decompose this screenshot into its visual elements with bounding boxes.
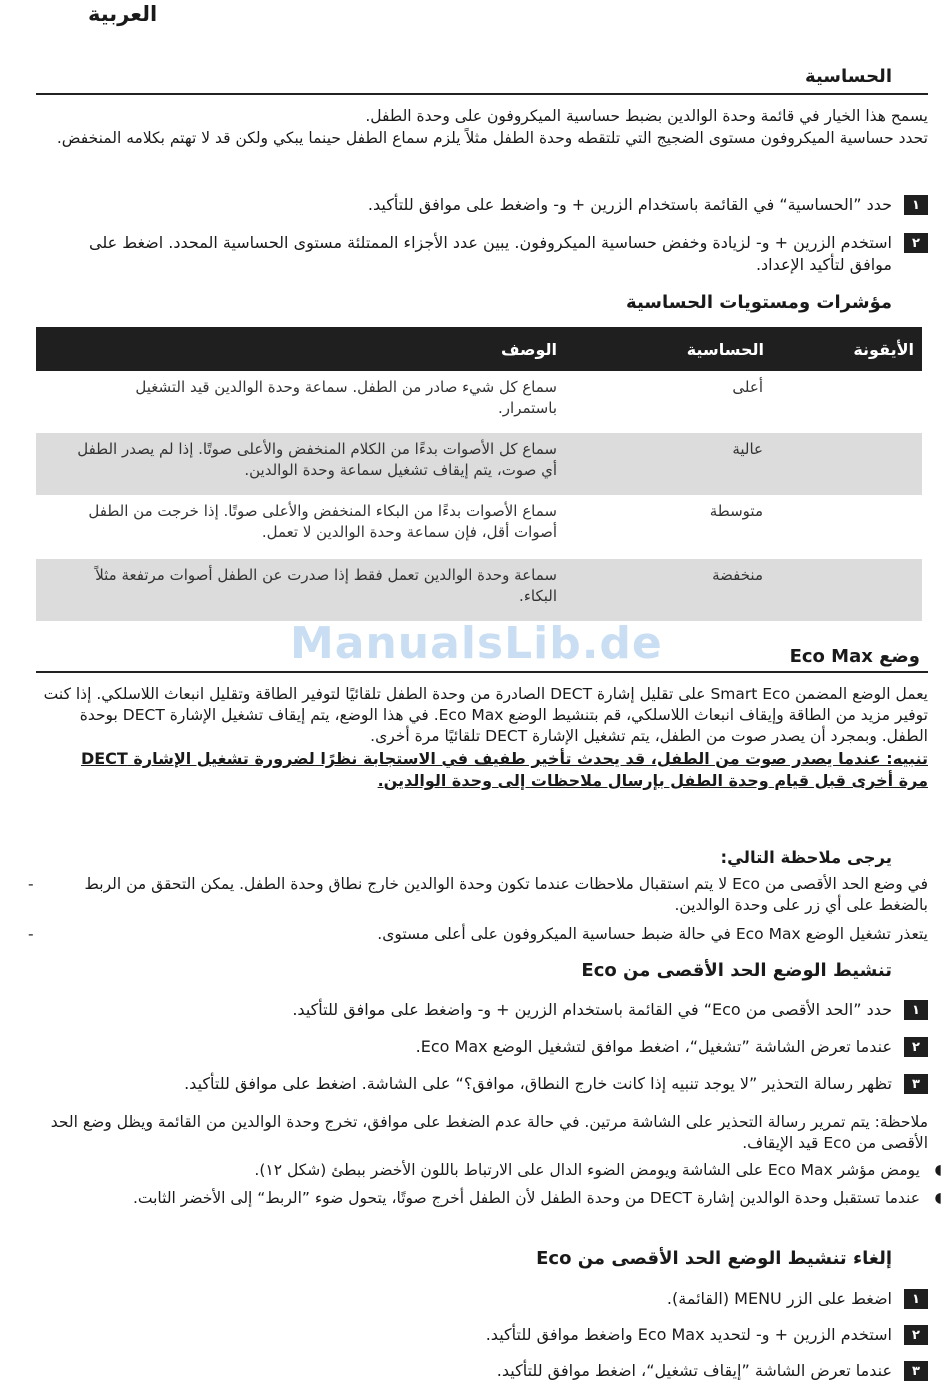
row-description: سماع كل شيء صادر من الطفل. سماعة وحدة الوالدين قيد التشغيل باستمرار. [135, 378, 557, 417]
step-number: ٢ [904, 1037, 928, 1057]
row-description: سماع كل الأصوات بدءًا من الكلام المنخفض والأعلى صوتًا. إذا لم يصدر الطفل أي صوت، يتم إيقاف تشغيل سماعة وحدة الوالدين. [77, 440, 557, 479]
table-header [36, 327, 922, 371]
sensitivity-table [36, 327, 922, 621]
step-number: ٢ [904, 233, 928, 253]
note-text: في وضع الحد الأقصى من Eco لا يتم استقبال ملاحظات عندما تكون وحدة الوالدين خارج نطاق وحدة الطفل. يمكن التحقق من الربط بالضغط على أي زر على وحدة الوالدين. [84, 875, 928, 914]
row-level: عالية [732, 440, 763, 458]
note-item [28, 874, 928, 916]
bullet-text: يومض مؤشر Eco Max على الشاشة ويومض الضوء الدال على الارتباط باللون الأخضر ببطئ (شكل ١٢). [254, 1161, 920, 1179]
step-number: ١ [904, 195, 928, 215]
levels-title: مؤشرات ومستويات الحساسية [626, 292, 892, 313]
activate-step-2 [60, 1036, 928, 1058]
note-dash: - [28, 875, 34, 893]
row-description: سماع الأصوات بدءًا من البكاء المنخفض والأعلى صوتًا. إذا خرجت من الطفل أصوات أقل، فإن سماعة وحدة الوالدين لا تعمل. [88, 502, 557, 541]
sensitivity-step-1 [60, 194, 928, 216]
deactivate-step-3 [60, 1360, 928, 1382]
header-sensitivity: الحساسية [686, 339, 764, 359]
table-row [36, 559, 922, 621]
step-text: عندما تعرض الشاشة ”إيقاف تشغيل“، اضغط موافق للتأكيد. [496, 1361, 892, 1380]
step-text: اضغط على الزر MENU (القائمة). [666, 1289, 892, 1308]
eco-max-title: وضع Eco Max [789, 646, 920, 667]
row-icon [764, 559, 922, 621]
sensitivity-step-2 [60, 232, 928, 276]
bullet-item [40, 1160, 942, 1181]
bullet-item [40, 1188, 942, 1209]
language-header: العربية [88, 2, 158, 26]
step-number: ٢ [904, 1325, 928, 1345]
row-level: متوسطة [709, 502, 763, 520]
step-text: حدد ”الحد الأقصى من Eco“ في القائمة باستخدام الزرين + و- واضغط على موافق للتأكيد. [292, 1000, 892, 1019]
section-divider [36, 671, 928, 673]
table-row [36, 433, 922, 495]
row-icon [764, 433, 922, 495]
bullet-text: عندما تستقبل وحدة الوالدين إشارة DECT من وحدة الطفل لأن الطفل أخرج صوتًا، يتحول ضوء ”الربط“ إلى الأخضر الثابت. [132, 1189, 920, 1207]
section-divider [36, 93, 928, 95]
eco-max-warning: تنبيه: عندما يصدر صوت من الطفل، قد يحدث تأخير طفيف في الاستجابة نظرًا لضرورة تشغيل الإشارة DECT مرة أخرى قبل قيام وحدة الطفل بإرسال ملاحظات إلى وحدة الوالدين. [80, 749, 928, 790]
row-icon [764, 495, 922, 559]
step-number: ١ [904, 1289, 928, 1309]
deactivate-step-1 [60, 1288, 928, 1310]
note-item [28, 924, 928, 945]
header-icon: الأيقونة [853, 339, 914, 359]
step-text: استخدم الزرين + و- لتحديد Eco Max واضغط موافق للتأكيد. [485, 1325, 892, 1344]
note-text: يتعذر تشغيل الوضع Eco Max في حالة ضبط حساسية الميكروفون على أعلى مستوى. [377, 925, 928, 943]
sensitivity-title: الحساسية [805, 66, 892, 87]
eco-max-intro: يعمل الوضع المضمن Smart Eco على تقليل إشارة DECT الصادرة من وحدة الطفل تلقائيًا لتوفير الطاقة وتقليل انبعاث اللاسلكي. إذا كنت توفير مزيد من الطاقة وإيقاف انبعاث اللاسلكي، قم بتنشيط الوضع Eco Max. في هذا الوضع، يتم إيقاف تشغيل الإشارة DECT بوحدة الطفل. وبمجرد أن يصدر صوت من الطفل، يتم تشغيل الإشارة DECT تلقائيًا مرة أخرى. [43, 685, 928, 745]
sensitivity-intro-1: يسمح هذا الخيار في قائمة وحدة الوالدين بضبط حساسية الميكروفون على وحدة الطفل. [365, 107, 928, 125]
deactivate-title: إلغاء تنشيط الوضع الحد الأقصى من Eco [536, 1248, 892, 1269]
step-text: حدد ”الحساسية“ في القائمة باستخدام الزرين + و- واضغط على موافق للتأكيد. [367, 195, 892, 214]
bullet-icon: ◖ [934, 1162, 942, 1178]
table-row [36, 371, 922, 433]
step-number: ١ [904, 1000, 928, 1020]
watermark: ManualsLib.de [290, 618, 663, 669]
row-icon [764, 371, 922, 433]
activate-note: ملاحظة: يتم تمرير رسالة التحذير على الشاشة مرتين. في حالة عدم الضغط على موافق، تخرج وحدة الوالدين من القائمة ويظل وضع الحد الأقصى من Eco قيد الإيقاف. [50, 1113, 928, 1152]
step-number: ٣ [904, 1361, 928, 1381]
note-title: يرجى ملاحظة التالي: [720, 848, 892, 867]
table-row [36, 495, 922, 559]
row-level: منخفضة [712, 566, 763, 584]
step-text: تظهر رسالة التحذير ”لا يوجد تنبيه إذا كانت خارج النطاق، موافق؟“ على الشاشة. اضغط على موافق للتأكيد. [184, 1074, 892, 1093]
bullet-icon: ◖ [934, 1190, 942, 1206]
row-level: أعلى [732, 378, 763, 396]
step-text: عندما تعرض الشاشة ”تشغيل“، اضغط موافق لتشغيل الوضع Eco Max. [415, 1037, 892, 1056]
note-dash: - [28, 925, 34, 943]
step-number: ٣ [904, 1074, 928, 1094]
activate-title: تنشيط الوضع الحد الأقصى من Eco [581, 960, 892, 981]
row-description: سماعة وحدة الوالدين تعمل فقط إذا صدرت عن الطفل أصوات مرتفعة مثلاً البكاء. [95, 566, 557, 605]
activate-step-1 [60, 999, 928, 1021]
activate-step-3 [60, 1073, 928, 1095]
deactivate-step-2 [60, 1324, 928, 1346]
sensitivity-intro-2: تحدد حساسية الميكروفون مستوى الضجيج التي تلتقطه وحدة الطفل مثلاً يلزم سماع الطفل حينما يبكي ولكن قد لا تهتم بكلامه المنخفض. [56, 129, 928, 147]
header-description: الوصف [500, 339, 557, 359]
step-text: استخدم الزرين + و- لزيادة وخفض حساسية الميكروفون. يبين عدد الأجزاء الممتلئة مستوى الحساسية المحدد. اضغط على موافق لتأكيد الإعداد. [88, 233, 892, 274]
